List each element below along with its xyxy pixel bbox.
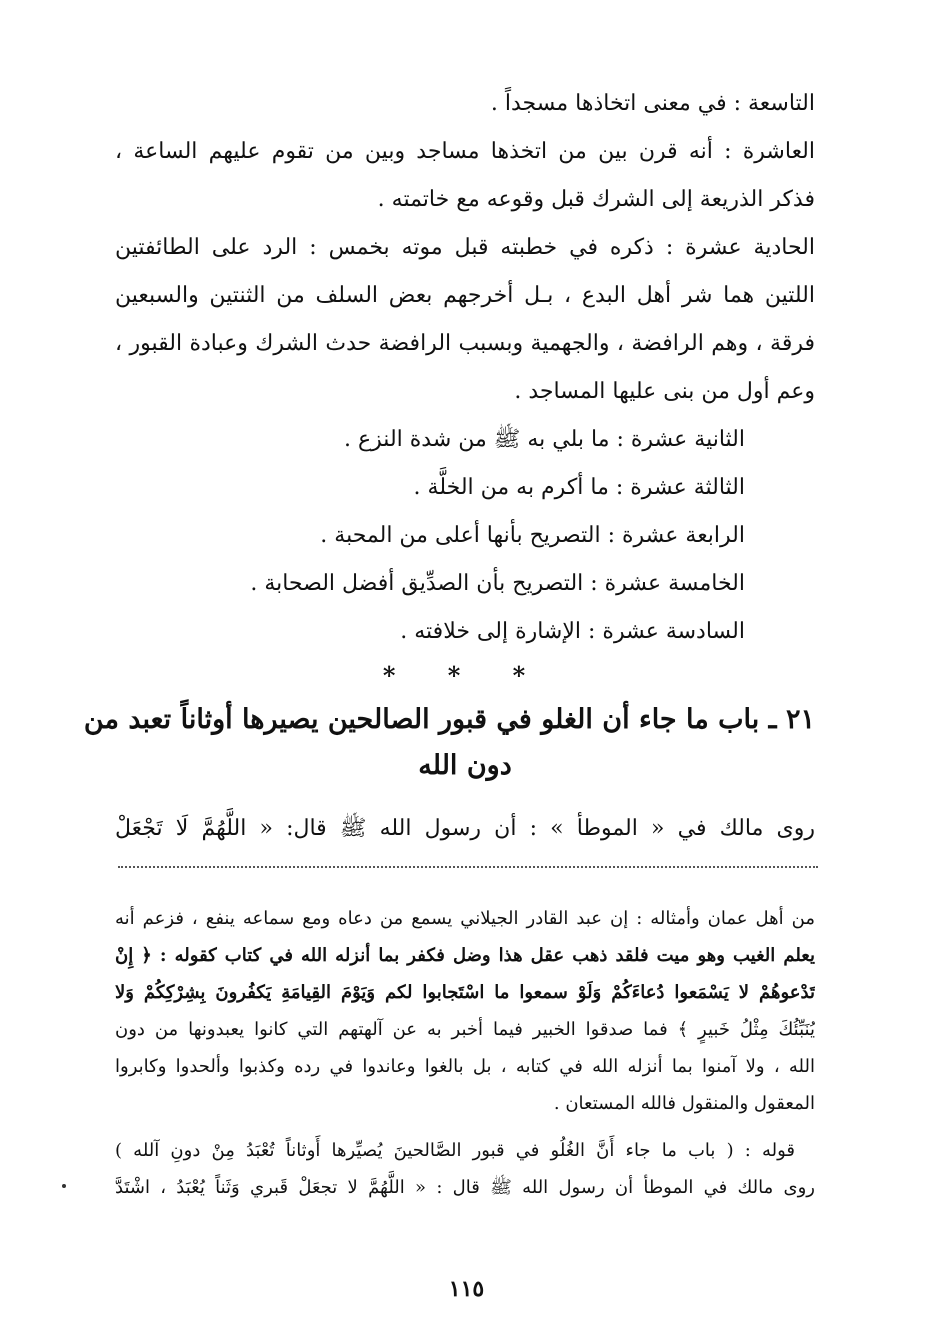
text-line: اللتين هما شر أهل البدع ، بـل أخرجهم بعض السلف من الثنتين والسبعين: [115, 283, 815, 308]
text-line: العاشرة : أنه قرن بين من اتخذها مساجد وبين من تقوم عليهم الساعة ،: [115, 139, 815, 164]
chapter-title-continued: دون الله: [418, 750, 512, 781]
scan-speck: [62, 1184, 66, 1188]
text-line: الحادية عشرة : ذكره في خطبته قبل موته بخمس : الرد على الطائفتين: [115, 235, 815, 260]
section-separator-stars: * * *: [382, 661, 548, 690]
footnote-block: [115, 900, 815, 1206]
text-line: وعم أول من بنى عليها المساجد .: [514, 379, 815, 404]
main-text-block: [83, 80, 815, 852]
text-line: السادسة عشرة : الإشارة إلى خلافته .: [400, 619, 745, 644]
text-line: فرقة ، وهم الرافضة ، والجهمية وبسبب الرافضة حدث الشرك وعبادة القبور ،: [115, 331, 815, 356]
text-line: الثالثة عشرة : ما أكرم به من الخلَّة .: [413, 475, 745, 500]
footnote-line: الله ، ولا آمنوا بما أنزله الله في كتابه ، بل بالغوا وعاندوا في رده وكذبوا وألحدوا وكابروا: [115, 1056, 815, 1077]
footnote-line: المعقول والمنقول فالله المستعان .: [553, 1093, 815, 1114]
text-line: الثانية عشرة : ما بلي به ﷺ من شدة النزع .: [344, 427, 745, 452]
footnote-divider: [118, 866, 818, 868]
text-line: الخامسة عشرة : التصريح بأن الصدِّيق أفضل الصحابة .: [250, 571, 745, 596]
footnote-line: من أهل عمان وأمثاله : إن عبد القادر الجيلاني يسمع من دعاه ومع سماعه ينفع ، فزعم أنه: [115, 908, 815, 929]
footnote-line: يعلم الغيب وهو ميت فلقد ذهب عقل هذا وضل فكفر بما أنزله الله في كتاب كقوله : ﴿ إِنْ: [115, 945, 815, 966]
footnote-line: تَدْعوهُمْ لا يَسْمَعوا دُعاءَكُمْ وَلَوْ سمعوا ما اسْتَجابوا لكم وَيَوْمَ القِيامَةِ يَكفُرونَ بِشِرْكِكُمْ وَلا: [115, 982, 815, 1003]
chapter-title: ٢١ ـ باب ما جاء أن الغلو في قبور الصالحين يصيرها أوثاناً تعبد من: [83, 704, 815, 735]
commentary-line: قوله : ( باب ما جاء أَنَّ الغُلُو في قبور الصَّالحينَ يُصيِّرها أَوثاناً تُعْبَدُ مِنْ دونِ آلله ): [115, 1140, 795, 1161]
hadith-text-line: روى مالك في « الموطأ » : أن رسول الله ﷺ قال: « اللَّهُمَّ لَا تَجْعَلْ: [115, 816, 815, 841]
text-line: التاسعة : في معنى اتخاذها مسجداً .: [490, 91, 815, 116]
commentary-line: روى مالك في الموطأ أن رسول الله ﷺ قال : « اللَّهُمَّ لا تجعَلْ قَبري وَثَناً يُعْبَدُ ، اشْتَدَّ: [115, 1177, 815, 1198]
footnote-line: يُنَبِّئُكَ مِثْلُ خَبيرٍ ﴾ فما صدقوا الخبير فيما أخبر به عن آلهتهم التي كانوا يعبدونها من دون: [115, 1019, 815, 1040]
text-line: الرابعة عشرة : التصريح بأنها أعلى من المحبة .: [320, 523, 745, 548]
page-number: ١١٥: [448, 1276, 485, 1302]
text-line: فذكر الذريعة إلى الشرك قبل وقوعه مع خاتمته .: [377, 187, 815, 212]
